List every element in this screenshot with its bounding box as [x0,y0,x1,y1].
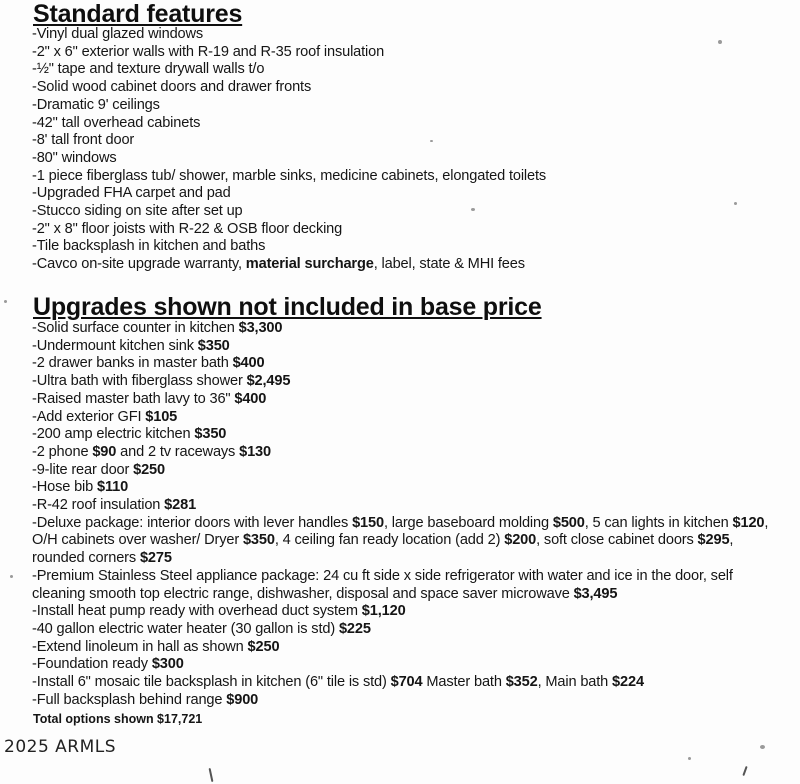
item-price: $250 [247,638,280,655]
list-item-premium-package [32,568,782,603]
item-text: , label, state & MHI fees [373,256,525,273]
item-text: and 2 tv raceways [116,443,240,460]
item-price: $350 [242,532,275,549]
item-price: $1,120 [361,603,406,620]
item-price: $900 [226,691,259,708]
copyright-watermark: 2025 ARMLS [4,737,117,757]
item-text: -Install heat pump ready with overhead duct system [32,603,362,620]
item-price: $3,300 [238,320,283,336]
scan-speck [4,300,7,303]
item-text: -Hose bib [32,479,98,496]
item-price: $400 [234,390,267,407]
item-text: , O/H cabinets over washer/ Dryer [32,514,769,549]
item-text: -Deluxe package: interior doors with lever handles [32,514,353,531]
list-item-phone [32,444,782,462]
item-text: -Ultra bath with fiberglass shower [32,373,247,390]
scan-speck [718,40,722,44]
list-item [32,462,782,480]
item-text: -Install 6" mosaic tile backsplash in kitchen (6" tile is std) [32,674,391,691]
list-item [32,692,782,710]
item-price: $300 [151,656,184,673]
list-item: -Tile backsplash in kitchen and baths [32,238,266,255]
item-text: -Full backsplash behind range [32,691,227,708]
item-text: -2 phone [32,443,93,460]
list-item: -1 piece fiberglass tub/ shower, marble sinks, medicine cabinets, elongated toilets [32,167,547,184]
list-item: -Vinyl dual glazed windows [32,26,204,42]
item-price: $250 [133,461,165,478]
item-price: $3,495 [573,585,618,602]
item-text: -2 drawer banks in master bath [32,355,233,372]
list-item [32,409,782,427]
item-price: $281 [164,497,197,514]
item-price: $704 [390,674,423,691]
item-price: $90 [92,443,117,460]
item-text: -40 gallon electric water heater (30 gallon is std) [32,620,339,637]
list-item: -8' tall front door [32,132,135,149]
standard-features-heading: Standard features [33,0,243,28]
item-text: -Solid surface counter in kitchen [32,320,239,336]
item-text: -Undermount kitchen sink [32,337,198,354]
standard-features-list [32,26,772,274]
list-item: -Dramatic 9' ceilings [32,96,160,113]
item-price: $150 [352,514,384,531]
item-text: -Cavco on-site upgrade warranty, [32,256,246,273]
upgrades-list [32,320,782,709]
item-text: , large baseboard molding [383,514,553,531]
scan-streak [209,768,214,782]
item-text: Master bath [422,674,506,691]
item-price: $275 [139,550,172,567]
list-item-mosaic-backsplash [32,674,782,692]
item-price: $225 [338,620,371,637]
total-options: Total options shown $17,721 [33,712,203,726]
list-item: -42" tall overhead cabinets [32,114,201,131]
list-item: -2" x 6" exterior walls with R-19 and R-35 roof insulation [32,43,385,60]
scan-speck [430,140,433,142]
item-price: $400 [232,355,265,372]
list-item: -80" windows [32,149,117,166]
item-price: $2,495 [246,373,291,390]
list-item [32,603,782,621]
item-text: -9-lite rear door [32,461,134,478]
list-item [32,656,782,674]
item-emphasis: material surcharge [245,256,374,273]
list-item [32,391,782,409]
item-text: , soft close cabinet doors [536,532,698,549]
scan-speck [760,745,765,749]
item-text: -Raised master bath lavy to 36" [32,390,235,407]
upgrades-heading: Upgrades shown not included in base price [33,293,542,321]
item-price: $105 [145,408,178,425]
list-item [32,320,782,338]
item-price: $110 [97,479,129,496]
list-item [32,497,782,515]
list-item-deluxe-package [32,515,782,568]
list-item [32,426,782,444]
item-text: -Extend linoleum in hall as shown [32,638,248,655]
list-item [32,639,782,657]
item-text: , 4 ceiling fan ready location (add 2) [274,532,505,549]
item-text: -Premium Stainless Steel appliance package: 24 cu ft side x side refrigerator with water and ice in the door, self cleaning smooth top electric range, dishwasher, disposal and space saver microwave [32,567,733,602]
scan-speck [10,575,13,578]
item-price: $120 [732,514,765,531]
list-item [32,338,782,356]
item-price: $224 [612,674,644,691]
list-item [32,621,782,639]
item-text: , 5 can lights in kitchen [584,514,733,531]
list-item: -Solid wood cabinet doors and drawer fronts [32,79,312,96]
list-item: -½" tape and texture drywall walls t/o [32,61,265,78]
list-item-warranty [32,256,772,274]
item-text: -R-42 roof insulation [32,497,165,514]
item-text: , Main bath [537,674,613,691]
item-price: $200 [504,532,537,549]
item-text: , rounded corners [32,532,734,567]
item-price: $350 [194,426,227,443]
list-item: -Upgraded FHA carpet and pad [32,185,231,202]
list-item: -2" x 8" floor joists with R-22 & OSB floor decking [32,220,343,237]
scan-speck [734,202,737,205]
item-price: $500 [552,514,585,531]
scan-speck [688,757,691,760]
item-price: $352 [505,674,538,691]
list-item [32,355,782,373]
item-text: -200 amp electric kitchen [32,426,195,443]
item-price: $295 [697,532,730,549]
list-item [32,373,782,391]
scan-streak [742,766,747,776]
item-text: -Foundation ready [32,656,152,673]
scan-speck [471,208,475,211]
item-price: $130 [239,443,271,460]
item-price: $350 [197,337,230,354]
item-text: -Add exterior GFI [32,408,146,425]
list-item [32,479,782,497]
list-item: -Stucco siding on site after set up [32,203,243,220]
